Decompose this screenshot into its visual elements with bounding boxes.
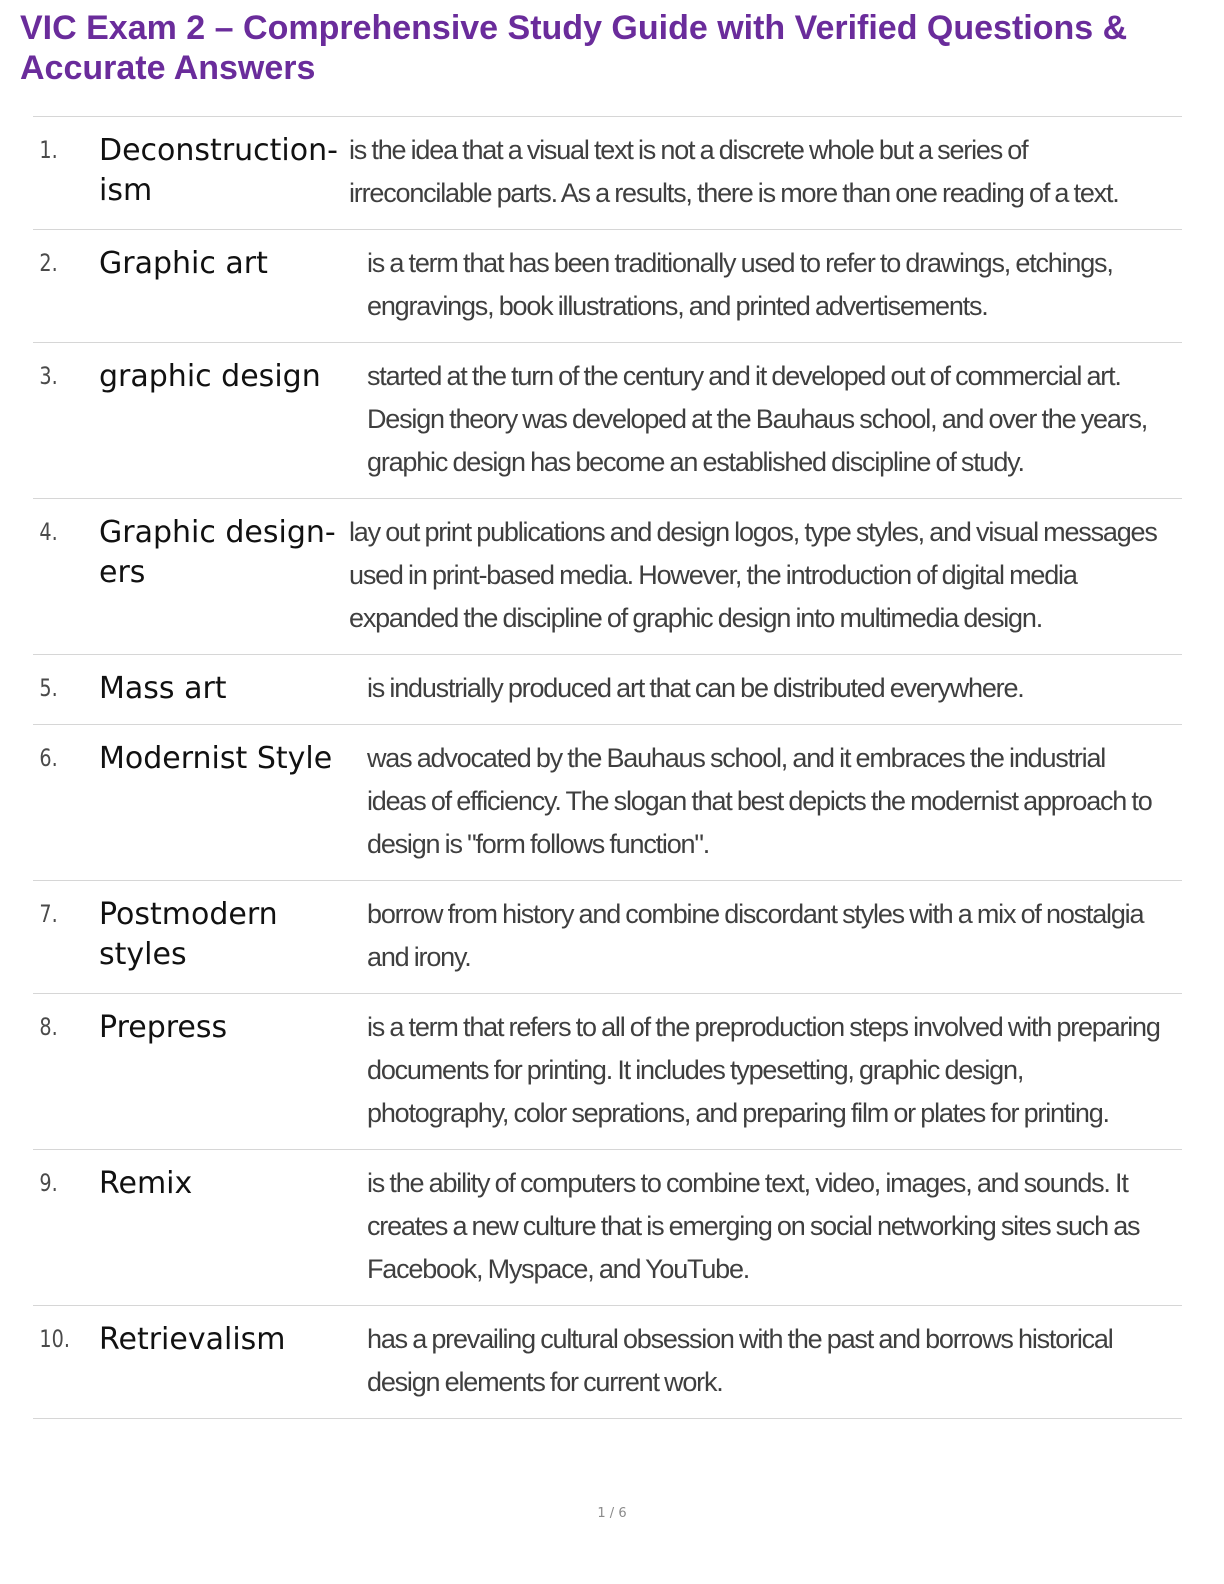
entry-definition: borrow from history and combine discordant styles with a mix of nostalgia and irony. (367, 899, 1144, 972)
glossary-entry (33, 117, 1182, 230)
glossary-table (33, 116, 1182, 1419)
entry-definition: started at the turn of the century and it developed out of commercial art. Design theory was developed at the Bauhaus school, and over the years, graphic design has become an established discipline of study. (367, 361, 1148, 477)
entry-number: 3. (39, 362, 58, 390)
page-title: VIC Exam 2 – Comprehensive Study Guide with Verified Questions & Accurate Answers (20, 9, 1128, 87)
entry-term: Graphic art (99, 246, 268, 281)
entry-term: Modernist Style (99, 741, 333, 776)
entry-term: Deconstruction-ism (99, 133, 338, 208)
entry-number: 6. (39, 744, 58, 772)
entry-definition: is industrially produced art that can be distributed everywhere. (367, 673, 1024, 703)
page-number: 1 / 6 (597, 1506, 627, 1521)
entry-number: 4. (39, 518, 58, 546)
glossary-entry (33, 343, 1182, 499)
entry-term: Prepress (99, 1010, 228, 1045)
glossary-entry (33, 1306, 1182, 1419)
entry-number: 8. (39, 1013, 58, 1041)
glossary-entry (33, 881, 1182, 994)
entry-term: Mass art (99, 671, 227, 706)
entry-definition: is the idea that a visual text is not a discrete whole but a series of irreconcilable parts. As a results, there is more than one reading of a text. (349, 135, 1119, 208)
entry-term: Retrievalism (99, 1322, 286, 1357)
entry-definition: was advocated by the Bauhaus school, and it embraces the industrial ideas of efficiency. The slogan that best depicts the modernist approach to design is "form follows function". (367, 743, 1152, 859)
glossary-entry (33, 994, 1182, 1150)
entry-term: Remix (99, 1166, 193, 1201)
entry-number: 9. (39, 1169, 58, 1197)
entry-number: 2. (39, 249, 58, 277)
glossary-entry (33, 230, 1182, 343)
entry-term: graphic design (99, 359, 321, 394)
entry-definition: lay out print publications and design logos, type styles, and visual messages used in print-based media. However, the introduction of digital media expanded the discipline of graphic design into multimedia design. (349, 517, 1157, 633)
glossary-entry (33, 655, 1182, 725)
entry-term: Postmodern styles (99, 897, 278, 972)
entry-number: 1. (39, 136, 58, 164)
entry-definition: has a prevailing cultural obsession with the past and borrows historical design elements for current work. (367, 1324, 1113, 1397)
entry-definition: is a term that refers to all of the preproduction steps involved with preparing documents for printing. It includes typesetting, graphic design, photography, color seprations, and preparing film or plates for printing. (367, 1012, 1160, 1128)
entry-number: 10. (39, 1325, 70, 1353)
entry-number: 5. (39, 674, 58, 702)
glossary-entry (33, 725, 1182, 881)
entry-number: 7. (39, 900, 58, 928)
entry-term: Graphic design-ers (99, 515, 336, 590)
glossary-entry (33, 499, 1182, 655)
glossary-entry (33, 1150, 1182, 1306)
entry-definition: is the ability of computers to combine text, video, images, and sounds. It creates a new culture that is emerging on social networking sites such as Facebook, Myspace, and YouTube. (367, 1168, 1140, 1284)
entry-definition: is a term that has been traditionally used to refer to drawings, etchings, engravings, book illustrations, and printed advertisements. (367, 248, 1113, 321)
